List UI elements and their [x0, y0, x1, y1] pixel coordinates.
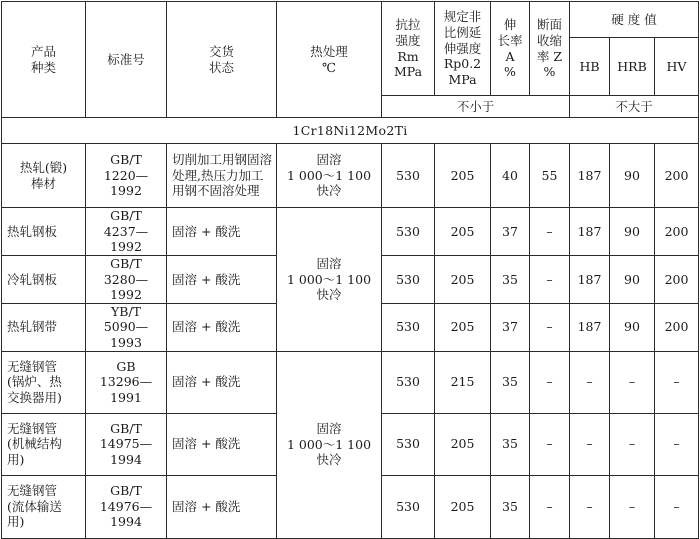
reduction-cell: –	[530, 208, 570, 256]
hb-cell: 187	[570, 303, 610, 351]
hrb-cell: –	[610, 475, 655, 538]
rp-cell: 205	[435, 208, 491, 256]
heat-treatment-cell: 固溶 1 000～1 100 快冷	[277, 351, 382, 538]
rp-cell: 215	[435, 351, 491, 413]
standard-cell: GB/T 4237—1992	[86, 208, 167, 256]
grade-row	[2, 118, 699, 144]
standard-cell: GB/T 14975—1994	[86, 413, 167, 475]
delivery-cell: 固溶 + 酸洗	[167, 255, 277, 303]
standard-cell: GB 13296—1991	[86, 351, 167, 413]
hb-cell: 187	[570, 144, 610, 208]
reduction-cell: –	[530, 413, 570, 475]
product-cell: 无缝钢管 (锅炉、热 交换器用)	[2, 351, 86, 413]
elongation-cell: 35	[491, 413, 530, 475]
delivery-cell: 固溶 + 酸洗	[167, 475, 277, 538]
rp-cell: 205	[435, 475, 491, 538]
rp-cell: 205	[435, 255, 491, 303]
standard-cell: YB/T 5090—1993	[86, 303, 167, 351]
product-cell: 热轧钢板	[2, 208, 86, 256]
hrb-cell: 90	[610, 144, 655, 208]
hv-cell: –	[655, 475, 699, 538]
standard-cell: GB/T 1220—1992	[86, 144, 167, 208]
product-cell: 无缝钢管 (机械结构 用)	[2, 413, 86, 475]
hb-cell: –	[570, 351, 610, 413]
delivery-cell: 切削加工用钢固溶 处理,热压力加工 用钢不固溶处理	[167, 144, 277, 208]
header-reduction-area: 断面 收缩 率 Z %	[530, 2, 570, 96]
header-elongation: 伸 长率 A %	[491, 2, 530, 96]
rm-cell: 530	[382, 208, 435, 256]
header-hardness: 硬 度 值	[570, 2, 699, 38]
delivery-cell: 固溶 + 酸洗	[167, 351, 277, 413]
grade-label: 1Cr18Ni12Mo2Ti	[2, 118, 699, 144]
standard-cell: GB/T 3280—1992	[86, 255, 167, 303]
rp-cell: 205	[435, 144, 491, 208]
table-row	[2, 208, 699, 256]
rm-cell: 530	[382, 255, 435, 303]
table-row	[2, 351, 699, 413]
header-hb: HB	[570, 38, 610, 96]
header-product-type: 产品 种类	[2, 2, 86, 118]
product-cell: 冷轧钢板	[2, 255, 86, 303]
elongation-cell: 35	[491, 255, 530, 303]
hb-cell: –	[570, 413, 610, 475]
delivery-cell: 固溶 + 酸洗	[167, 413, 277, 475]
rm-cell: 530	[382, 413, 435, 475]
table-row	[2, 144, 699, 208]
header-row-1	[2, 2, 699, 38]
product-cell: 热轧(锻) 棒材	[2, 144, 86, 208]
hrb-cell: 90	[610, 303, 655, 351]
rm-cell: 530	[382, 475, 435, 538]
header-tensile-strength: 抗拉 强度 Rm MPa	[382, 2, 435, 96]
header-delivery-state: 交货 状态	[167, 2, 277, 118]
hrb-cell: 90	[610, 255, 655, 303]
header-hv: HV	[655, 38, 699, 96]
hv-cell: 200	[655, 144, 699, 208]
product-cell: 无缝钢管 (流体输送 用)	[2, 475, 86, 538]
rm-cell: 530	[382, 303, 435, 351]
standard-cell: GB/T 14976—1994	[86, 475, 167, 538]
hv-cell: 200	[655, 303, 699, 351]
hb-cell: 187	[570, 255, 610, 303]
header-standard-no: 标准号	[86, 2, 167, 118]
spec-table	[1, 1, 699, 539]
hb-cell: –	[570, 475, 610, 538]
hrb-cell: –	[610, 351, 655, 413]
rp-cell: 205	[435, 413, 491, 475]
rm-cell: 530	[382, 144, 435, 208]
reduction-cell: –	[530, 255, 570, 303]
header-heat-treatment: 热处理 ℃	[277, 2, 382, 118]
hv-cell: 200	[655, 208, 699, 256]
reduction-cell: –	[530, 351, 570, 413]
reduction-cell: –	[530, 475, 570, 538]
rm-cell: 530	[382, 351, 435, 413]
elongation-cell: 35	[491, 351, 530, 413]
hv-cell: –	[655, 413, 699, 475]
header-not-greater-than: 不大于	[570, 96, 699, 118]
header-not-less-than: 不小于	[382, 96, 570, 118]
heat-treatment-cell: 固溶 1 000～1 100 快冷	[277, 208, 382, 352]
reduction-cell: 55	[530, 144, 570, 208]
hv-cell: 200	[655, 255, 699, 303]
hrb-cell: –	[610, 413, 655, 475]
header-hrb: HRB	[610, 38, 655, 96]
hv-cell: –	[655, 351, 699, 413]
delivery-cell: 固溶 + 酸洗	[167, 303, 277, 351]
rp-cell: 205	[435, 303, 491, 351]
delivery-cell: 固溶 + 酸洗	[167, 208, 277, 256]
reduction-cell: –	[530, 303, 570, 351]
hb-cell: 187	[570, 208, 610, 256]
header-proof-strength: 规定非 比例延 伸强度 Rp0.2 MPa	[435, 2, 491, 96]
elongation-cell: 35	[491, 475, 530, 538]
elongation-cell: 37	[491, 303, 530, 351]
elongation-cell: 40	[491, 144, 530, 208]
elongation-cell: 37	[491, 208, 530, 256]
hrb-cell: 90	[610, 208, 655, 256]
heat-treatment-cell: 固溶 1 000～1 100 快冷	[277, 144, 382, 208]
product-cell: 热轧钢带	[2, 303, 86, 351]
